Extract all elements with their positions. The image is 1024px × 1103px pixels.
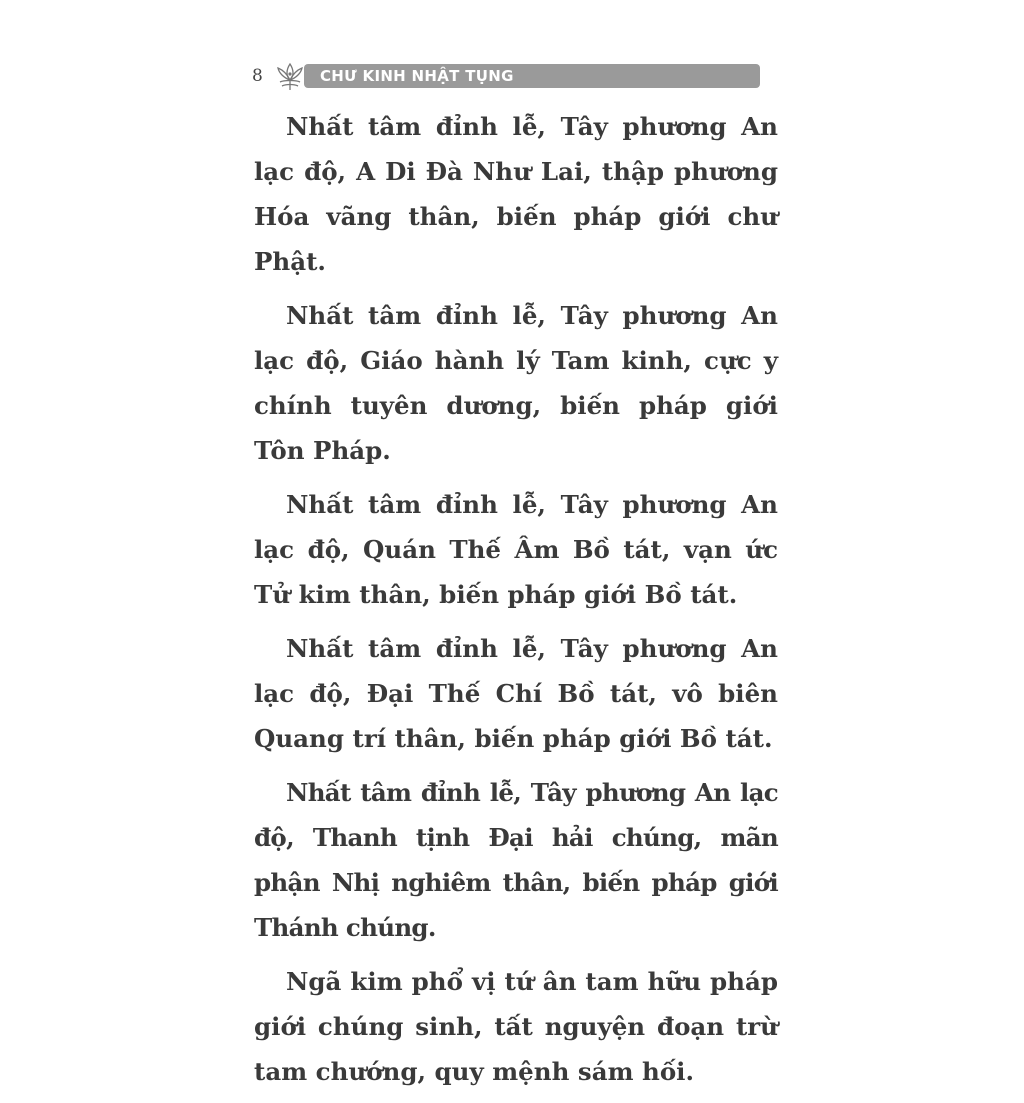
paragraph: Nhất tâm đỉnh lễ, Tây phương An lạc độ, A Di Đà Như Lai, thập phương Hóa vãng thân, biến pháp giới chư Phật.: [254, 112, 778, 276]
paragraph: Nhất tâm đỉnh lễ, Tây phương An lạc độ, Đại Thế Chí Bồ tát, vô biên Quang trí thân, biến pháp giới Bồ tát.: [254, 634, 778, 753]
paragraph: Nhất tâm đỉnh lễ, Tây phương An lạc độ, Quán Thế Âm Bồ tát, vạn ức Tử kim thân, biến pháp giới Bồ tát.: [254, 490, 778, 609]
paragraph: Ngã kim phổ vị tứ ân tam hữu pháp giới chúng sinh, tất nguyện đoạn trừ tam chướng, quy mệnh sám hối.: [254, 967, 778, 1086]
paragraph: Nhất tâm đỉnh lễ, Tây phương An lạc độ, Giáo hành lý Tam kinh, cực y chính tuyên dương, biến pháp giới Tôn Pháp.: [254, 301, 778, 465]
page-body: [254, 104, 778, 1103]
page-number: 8: [252, 66, 263, 86]
paragraph: Nhất tâm đỉnh lễ, Tây phương An lạc độ, Thanh tịnh Đại hải chúng, mãn phận Nhị nghiêm thân, biến pháp giới Thánh chúng.: [254, 778, 778, 942]
title-banner-cap-right: [754, 64, 760, 88]
lotus-ornament-icon: [274, 60, 306, 94]
running-title: CHƯ KINH NHẬT TỤNG: [310, 64, 754, 88]
